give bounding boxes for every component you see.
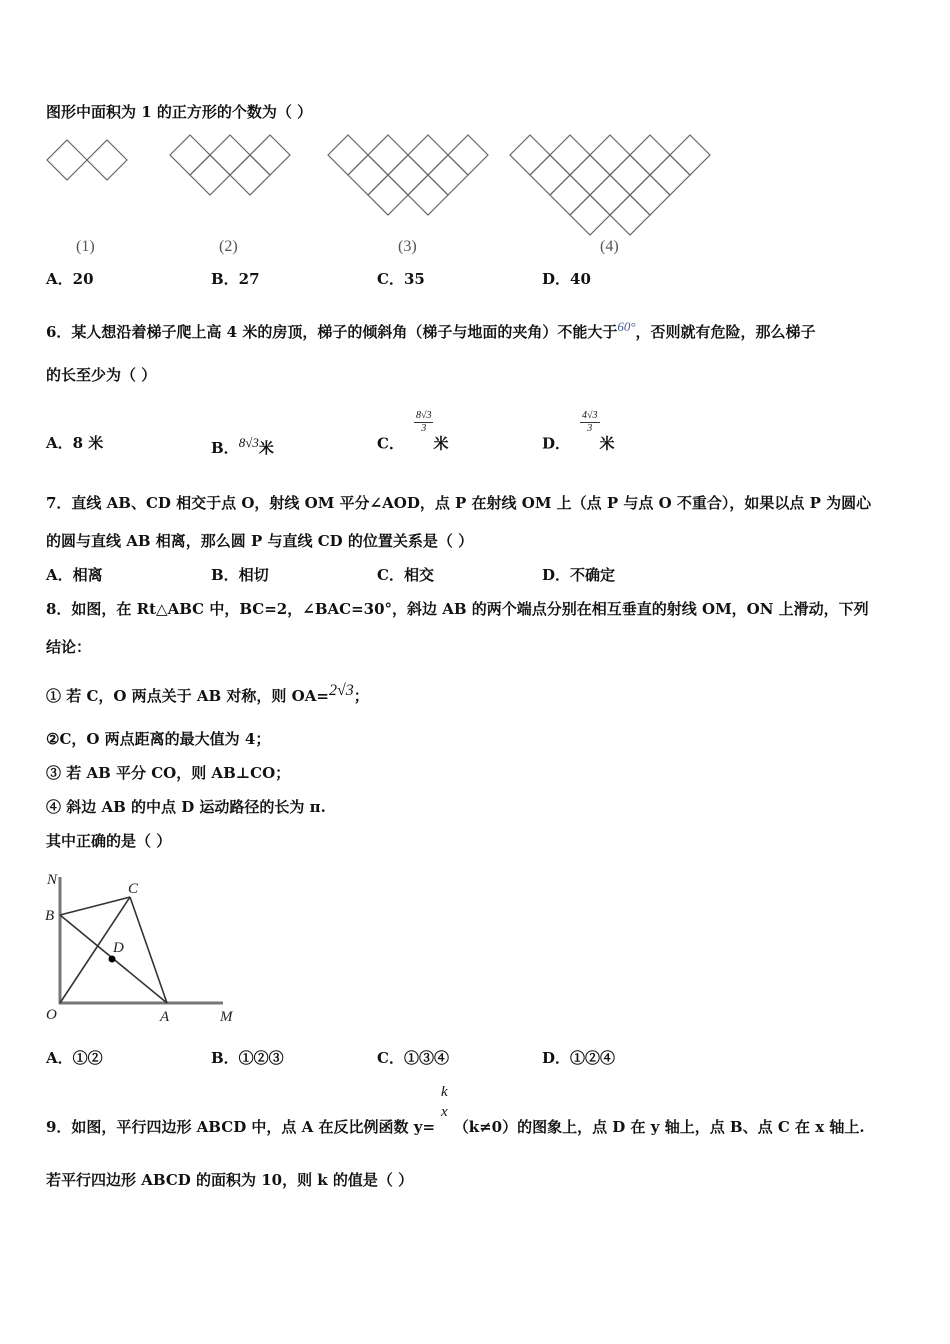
unit-square	[570, 155, 610, 195]
unit-square	[550, 135, 590, 175]
q8-line2: 结论：	[46, 638, 92, 656]
unit-square	[428, 155, 468, 195]
q9-line1: 9．如图，平行四边形 ABCD 中，点 A 在反比例函数 y= k x（k≠0）的图象上，点 D 在 y 轴上，点 B、点 C 在 x 轴上.	[46, 1084, 865, 1136]
point-label-n: N	[47, 872, 58, 888]
q7-line2: 的圆与直线 AB 相离，那么圆 P 与直线 CD 的位置关系是（ ）	[46, 532, 474, 550]
q5-option-b: B．27	[211, 270, 260, 288]
unit-square	[408, 135, 448, 175]
point-label-c: C	[128, 881, 139, 897]
point-label-d: D	[113, 940, 124, 956]
q5-option-a: A．20	[46, 270, 94, 288]
q6-option-a: A．8 米	[46, 434, 104, 452]
q8-statement-1: ① 若 C，O 两点关于 AB 对称，则 OA=$^{2√3}$；	[46, 682, 369, 705]
q5-option-c: C．35	[377, 270, 425, 288]
q7-option-a: A．相离	[46, 566, 103, 584]
q7-line1: 7．直线 AB、CD 相交于点 O，射线 OM 平分∠AOD，点 P 在射线 OM 上（点 P 与点 O 不重合），如果以点 P 为圆心	[46, 494, 872, 512]
q7-option-b: B．相切	[211, 566, 269, 584]
figure-label-3: (3)	[398, 238, 417, 255]
unit-square	[510, 135, 550, 175]
q6-line1: 6．某人想沿着梯子爬上高 4 米的房顶，梯子的倾斜角（梯子与地面的夹角）不能大于$^{60^\circ}$，否则就有危险，那么梯子	[46, 319, 816, 341]
point-label-o: O	[46, 1007, 57, 1023]
q8-option-a: A．①②	[46, 1049, 103, 1067]
unit-square	[328, 135, 368, 175]
q8-option-b: B．①②③	[211, 1049, 284, 1067]
q8-option-c: C．①③④	[377, 1049, 449, 1067]
q8-ask: 其中正确的是（ ）	[46, 832, 172, 850]
figure-label-4: (4)	[600, 238, 619, 255]
q8-statement-4: ④ 斜边 AB 的中点 D 运动路径的长为 π.	[46, 798, 326, 816]
unit-square	[448, 135, 488, 175]
point-label-m: M	[220, 1009, 233, 1025]
unit-square	[630, 135, 670, 175]
unit-square	[670, 135, 710, 175]
point-label-a: A	[160, 1009, 170, 1025]
q9-line2: 若平行四边形 ABCD 的面积为 10，则 k 的值是（ ）	[46, 1171, 414, 1189]
figure-label-2: (2)	[219, 238, 238, 255]
q6-line2: 的长至少为（ ）	[46, 366, 157, 384]
q6-option-b: B．$^{8√3}$米	[211, 435, 274, 457]
unit-square	[408, 175, 448, 215]
figure-label-1: (1)	[76, 238, 95, 255]
unit-square	[388, 155, 428, 195]
unit-square	[368, 175, 408, 215]
unit-square	[610, 155, 650, 195]
q7-option-c: C．相交	[377, 566, 434, 584]
q8-statement-3: ③ 若 AB 平分 CO，则 AB⊥CO；	[46, 764, 291, 782]
unit-square	[610, 195, 650, 235]
unit-square	[348, 155, 388, 195]
q6-option-c: C． $\frac{8√3}{3}$米	[377, 410, 449, 453]
point-label-b: B	[45, 908, 55, 924]
q6-option-d: D． $\frac{4√3}{3}$米	[542, 410, 615, 453]
q8-geometry-figure	[0, 0, 260, 1040]
unit-square	[650, 155, 690, 195]
q5-option-d: D．40	[542, 270, 591, 288]
unit-square	[590, 135, 630, 175]
q5-stem: 图形中面积为 1 的正方形的个数为（ ）	[46, 103, 313, 121]
q7-option-d: D．不确定	[542, 566, 616, 584]
unit-square	[530, 155, 570, 195]
q8-line1: 8．如图，在 Rt△ABC 中，BC=2，∠BAC=30°，斜边 AB 的两个端点分别在相互垂直的射线 OM，ON 上滑动，下列	[46, 600, 869, 618]
q8-option-d: D．①②④	[542, 1049, 616, 1067]
unit-square	[550, 175, 590, 215]
unit-square	[368, 135, 408, 175]
unit-square	[570, 195, 610, 235]
q8-statement-2: ②C，O 两点距离的最大值为 4；	[46, 730, 271, 748]
unit-square	[630, 175, 670, 215]
unit-square	[590, 175, 630, 215]
